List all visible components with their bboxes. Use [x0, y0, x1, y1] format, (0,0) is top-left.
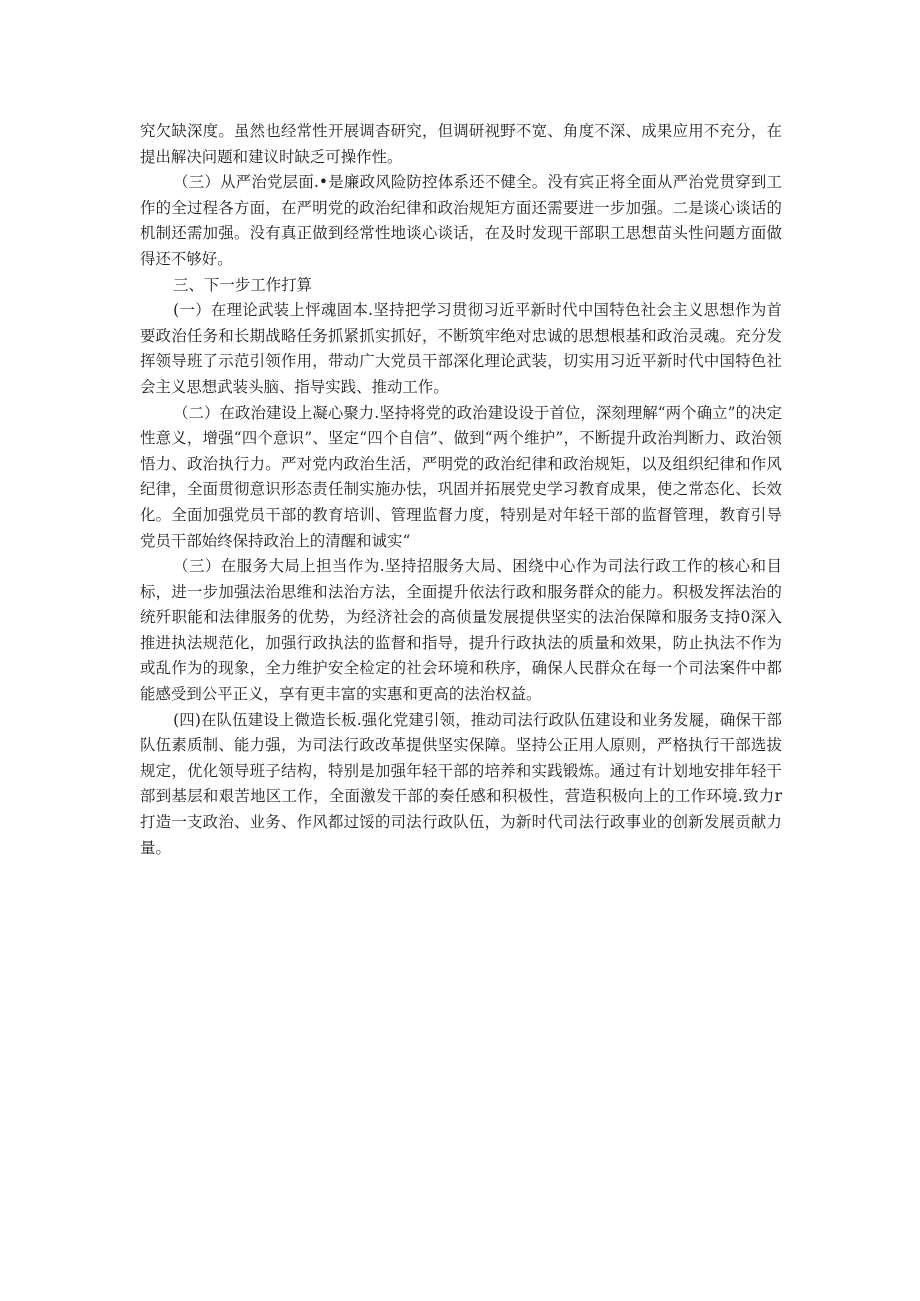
paragraph-serving-overall: （三）在服务大局上担当作为.坚持招服务大局、困绕中心作为司法行政工作的核心和目标，进一步加强法治思维和法治方法，全面提升依法行政和服务群众的能力。积极发挥法治的统歼职能和法律服务的优势，为经济社会的高侦量发展提供坚实的法治保障和服务支持0深入推进执法规范化，加强行政执法的监督和指导，提升行政执法的质量和效果，防止执法不作为或乱作为的现象，全力维护安全检定的社会环境和秩序，确保人民群众在每一个司法案件中都能感受到公平正义，享有更丰富的实惠和更高的法治权益。	[140, 557, 782, 704]
paragraph-theory: (一）在理论武装上怦魂固本.坚持把学习贯彻习近平新时代中国特色社会主义思想作为首要政治任务和长期战略任务抓紧抓实抓好，不断筑牢绝对忠诚的思想根基和政治灵魂。充分发挥领导班了示范引领作用，带动广大党员干部深化理论武装，切实用习近平新时代中国特色社会主义思想武装头脑、指导实践、推动工作。	[140, 301, 782, 396]
section-heading-next-steps: 三、下一步工作打算	[173, 275, 313, 294]
paragraph-team-building: (四)在队伍建设上微造长板.强化党建引领，推动司法行政队伍建设和业务发屣，确保干部队伍素质制、能力强，为司法行政改革提供坚实保障。坚持公正用人原则，严格执行干部选拔规定，优化领导班子结构，特别是加强年轻干部的培养和实践锻炼。通过有计划地安排年轻干部到基层和艰苦地区工作，全面激发干部的奏任感和积极性，营造积极向上的工作环境.致力r打造一支政治、业务、作风都过馁的司法行政队伍，为新时代司法行政事业的创新发展贡献力量。	[140, 710, 782, 857]
paragraph-strict-governance: （三）从严治党层面.•是廉政风险防控体系还不健全。没有宾正将全面从严治党贯穿到工作的全过程各方面，在严明党的政治纪律和政治规矩方面还需要进一步加强。二是谈心谈话的机制还需加强。没有真正做到经常性地谈心谈话，在及时发现干部职工思想苗头性问题方面做得还不够好。	[140, 173, 782, 268]
paragraph-political-building: （二）在政治建设上凝心聚力.坚持将党的政治建设设于首位，深刻理解“两个确立”的决定性意义，增强“四个意识”、坚定“四个自信”、做到“两个维护”，不断提升政治判断力、政治领悟力、政治执行力。严对党内政治生活，严明党的政治纪律和政治规矩，以及组织纪律和作风纪律，全面贯彻意识形态责任制实施办怯，巩固并拓展党史学习教育成果，使之常态化、长效化。全面加强党员干部的教育培训、管理监督力度，特别是对年轻干部的监督管理，教育引导党员干部始终保持政治上的清醒和诚实“	[140, 403, 782, 550]
document-page	[140, 119, 782, 861]
paragraph-continuation: 究欠缺深度。虽然也经常性开展调杳研究，但调研视野不宽、角度不深、成果应用不充分，在提出解决问题和建议时缺乏可操作性。	[140, 122, 782, 166]
